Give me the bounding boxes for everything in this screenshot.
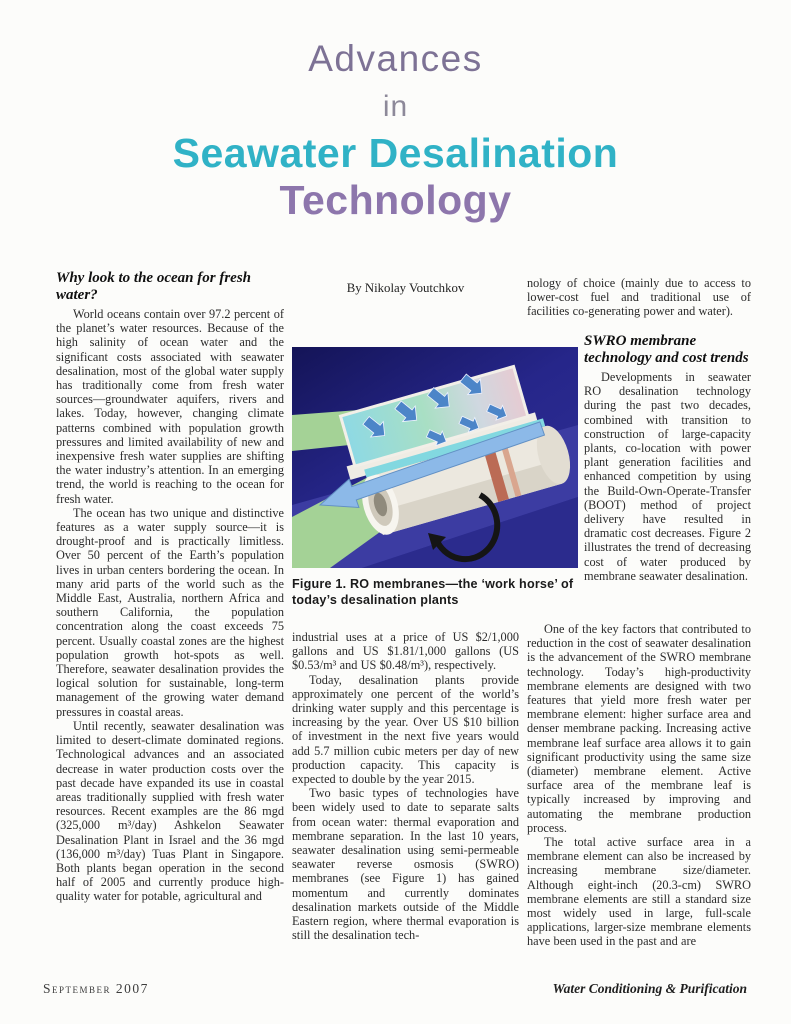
- byline: By Nikolay Voutchkov: [346, 281, 465, 295]
- right-paragraph-3: The total active surface area in a membrane element can also be increased by increasing membrane size/diameter. Although eight-inch (20.3-cm) SWRO membrane elements are still a standard size most widely used in large, full-scale applications, larger-size membrane elements have been used in the past and are: [527, 835, 751, 949]
- title-line-3: Seawater Desalination: [172, 130, 619, 176]
- title-line-2: in: [382, 90, 409, 123]
- right-paragraph-1: Developments in seawater RO desalination technology during the past two decades, combined with transition to construction of large-capacity plants, co-location with power plant generation facilities and enhanced competition by using the Build-Own-Operate-Transfer (BOOT) method of project delivery have resulted in dramatic cost decreases. Figure 2 illustrates the trend of decreasing cost of water produced by membrane seawater desalination.: [584, 370, 751, 583]
- figure1-caption: Figure 1. RO membranes—the ‘work horse’ of today’s desalination plants: [292, 577, 574, 607]
- right-column-rest: [527, 622, 751, 949]
- footer-publication-name: Water Conditioning & Purification: [552, 981, 747, 996]
- footer-issue-date: September 2007: [43, 981, 149, 996]
- right-paragraph-2: One of the key factors that contributed to reduction in the cost of seawater desalination is the advancement of the SWRO membrane technology. Today’s high-productivity membrane elements are designed with two features that yield more fresh water per membrane element: higher surface area and denser membrane packing. Increasing active membrane leaf surface area allows it to gain significant productivity using the same size (diameter) membrane element. Active surface area of the membrane leaf is typically increased by improving and automating the membrane production process.: [527, 622, 751, 835]
- ro-membrane-image: [292, 347, 578, 568]
- middle-paragraph-3: Two basic types of technologies have been widely used to date to separate salts from ocean water: thermal evaporation and membrane separation. In the last 10 years, seawater desalination using semi-permeable seawater reverse osmosis (SWRO) membranes (see Figure 1) has gained momentum and currently dominates desalination markets outside of the Middle Eastern region, where thermal evaporation is still the desalination tech-: [292, 786, 519, 943]
- title-line-1: Advances: [308, 38, 483, 79]
- title-line-4: Technology: [279, 177, 512, 223]
- middle-paragraph-2: Today, desalination plants provide approximately one percent of the world’s drinking water supply and this percentage is increasing by the year. Over US $10 billion of investment in the next five years would add 5.7 million cubic meters per day of new production capacity. This capacity is expected to double by the year 2015.: [292, 672, 519, 787]
- left-paragraph-3: Until recently, seawater desalination was limited to desert-climate dominated regions. Technological advances and an associated decrease in water production costs over the past decade have expanded its use in coastal areas traditionally supplied with fresh water resources. Recent examples are the 86 mgd (325,000 m³/day) Ashkelon Seawater Desalination Plant in Israel and the 36 mgd (136,000 m³/day) Tuas Plant in Singapore. Both plants began operation in the second half of 2005 and currently produce high-quality water for potable, agricultural and: [56, 718, 284, 904]
- middle-column: [292, 630, 519, 942]
- left-paragraph-2: The ocean has two unique and distinctive features as a water supply source—it is drought-proof and is practically limitless. Over 50 percent of the Earth’s population lives in urban centers bordering the ocean. In many arid parts of the world such as the Middle East, Australia, northern Africa and southern California, the population concentration along the coast exceeds 75 percent. Usually coastal zones are the highest population growth hot-spots as well. Therefore, seawater desalination provides the logical solution for sustainable, long-term management of the growing water demand pressures in coastal areas.: [56, 505, 284, 719]
- right-paragraph-0: nology of choice (mainly due to access to lower-cost fuel and traditional use of facilities co-generating power and water).: [527, 276, 751, 319]
- article-title: [0, 34, 791, 224]
- figure1-ro-membrane-illustration: [292, 347, 578, 568]
- right-column-intro: [527, 276, 751, 319]
- left-column: [56, 270, 284, 904]
- section-heading-ocean: Why look to the ocean for fresh water?: [56, 270, 251, 303]
- left-paragraph-1: World oceans contain over 97.2 percent of the planet’s water resources. Because of the high salinity of ocean water and the significant costs associated with seawater desalination, most of the global water supply has traditionally come from fresh water sources—groundwater aquifers, rivers and lakes. Today, however, changing climate patterns combined with population growth pressures and limited availability of new and inexpensive fresh water supplies are shifting the water industry’s attention. In an emerging trend, the world is reaching to the ocean for fresh water.: [56, 307, 284, 506]
- middle-paragraph-1: industrial uses at a price of US $2/1,000 gallons and US $1.81/1,000 gallons (US $0.53/m³ and US $0.48/m³), respectively.: [292, 630, 519, 673]
- section-heading-swro: SWRO membrane technology and cost trends: [584, 333, 749, 366]
- right-column-narrow: [584, 333, 751, 583]
